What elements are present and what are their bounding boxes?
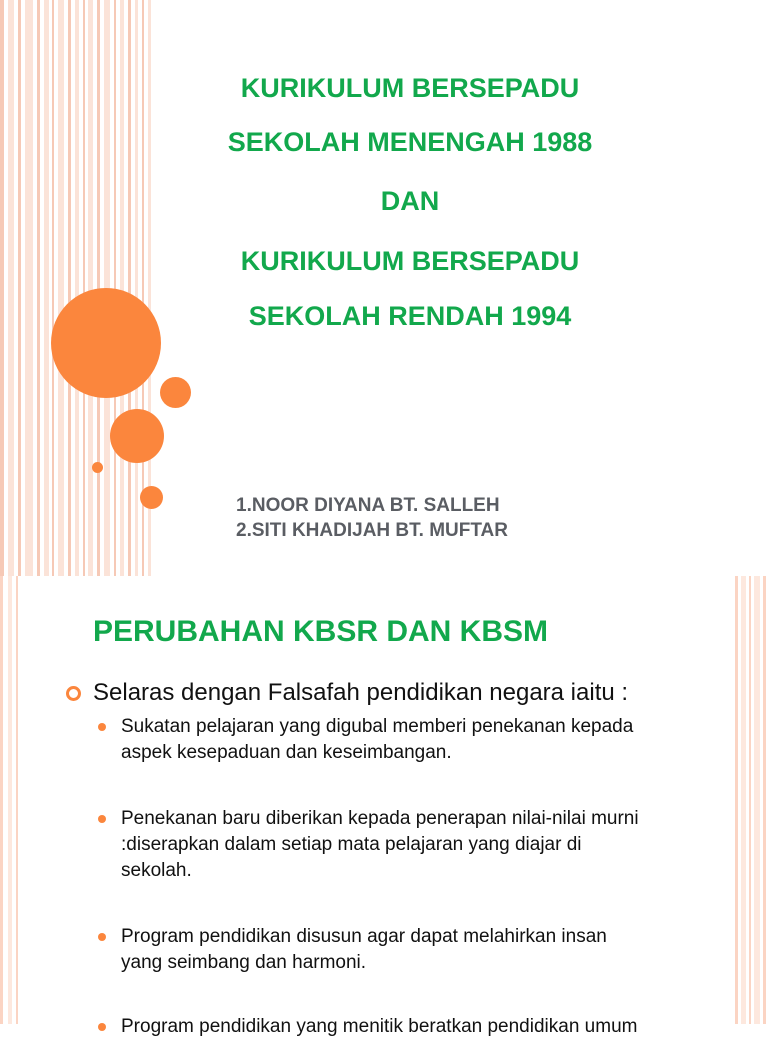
decor-stripe — [0, 0, 4, 576]
title-line-5: SEKOLAH RENDAH 1994 — [248, 301, 572, 331]
title-line-2: SEKOLAH MENENGAH 1988 — [227, 127, 593, 157]
bullet-item — [98, 714, 738, 766]
decor-stripe — [25, 0, 33, 576]
bullet-text: Program pendidikan disusun agar dapat melahirkan insan yang seimbang dan harmoni. — [121, 926, 607, 973]
decor-stripe — [75, 0, 79, 576]
decor-stripe — [18, 0, 21, 576]
decor-stripe — [68, 0, 71, 576]
slide-heading: PERUBAHAN KBSR DAN KBSM — [93, 615, 549, 648]
title-line-4: KURIKULUM BERSEPADU — [240, 246, 580, 276]
decor-circle-small — [160, 377, 191, 408]
decor-stripe — [754, 576, 760, 1024]
author-2: 2.SITI KHADIJAH BT. MUFTAR — [236, 520, 508, 541]
decor-circle-medium — [110, 409, 164, 463]
decor-stripe — [120, 0, 124, 576]
main-point — [66, 678, 628, 708]
decor-stripe — [52, 0, 54, 576]
bullet-item — [98, 806, 738, 884]
decor-stripe — [8, 576, 12, 1024]
ring-bullet-icon — [66, 686, 81, 701]
bullet-dot-icon — [98, 1023, 106, 1031]
bullet-item — [98, 924, 738, 976]
decor-stripe — [8, 0, 14, 576]
bullet-dot-icon — [98, 815, 106, 823]
decor-stripe — [16, 576, 18, 1024]
decor-stripe — [128, 0, 131, 576]
decor-stripe — [741, 576, 746, 1024]
bullet-text: Penekanan baru diberikan kepada penerapan nilai-nilai murni :diserapkan dalam setiap mata pelajaran yang diajar di sekolah. — [121, 808, 639, 881]
bullet-item — [98, 1014, 738, 1040]
decor-stripe — [44, 0, 49, 576]
bullet-text: Program pendidikan yang menitik beratkan pendidikan umum — [121, 1016, 638, 1037]
author-1: 1.NOOR DIYANA BT. SALLEH — [236, 495, 500, 516]
decor-stripe — [58, 0, 64, 576]
decor-stripe — [135, 0, 138, 576]
bullet-dot-icon — [98, 933, 106, 941]
decor-stripe — [88, 0, 93, 576]
bullet-dot-icon — [98, 723, 106, 731]
decor-stripe — [0, 576, 3, 1024]
content-slide — [0, 576, 768, 1037]
title-line-3: DAN — [380, 186, 440, 216]
decor-circle-tiny — [92, 462, 103, 473]
decor-stripe — [83, 0, 85, 576]
decor-stripe — [763, 576, 766, 1024]
bullet-text: Sukatan pelajaran yang digubal memberi penekanan kepada aspek kesepaduan dan keseimbangan. — [121, 716, 634, 763]
decor-stripe — [37, 0, 40, 576]
decor-circle-large — [51, 288, 161, 398]
decor-stripe — [749, 576, 751, 1024]
title-line-1: KURIKULUM BERSEPADU — [240, 73, 580, 103]
main-point-text: Selaras dengan Falsafah pendidikan negara iaitu : — [93, 679, 629, 706]
decor-circle-small — [140, 486, 163, 509]
